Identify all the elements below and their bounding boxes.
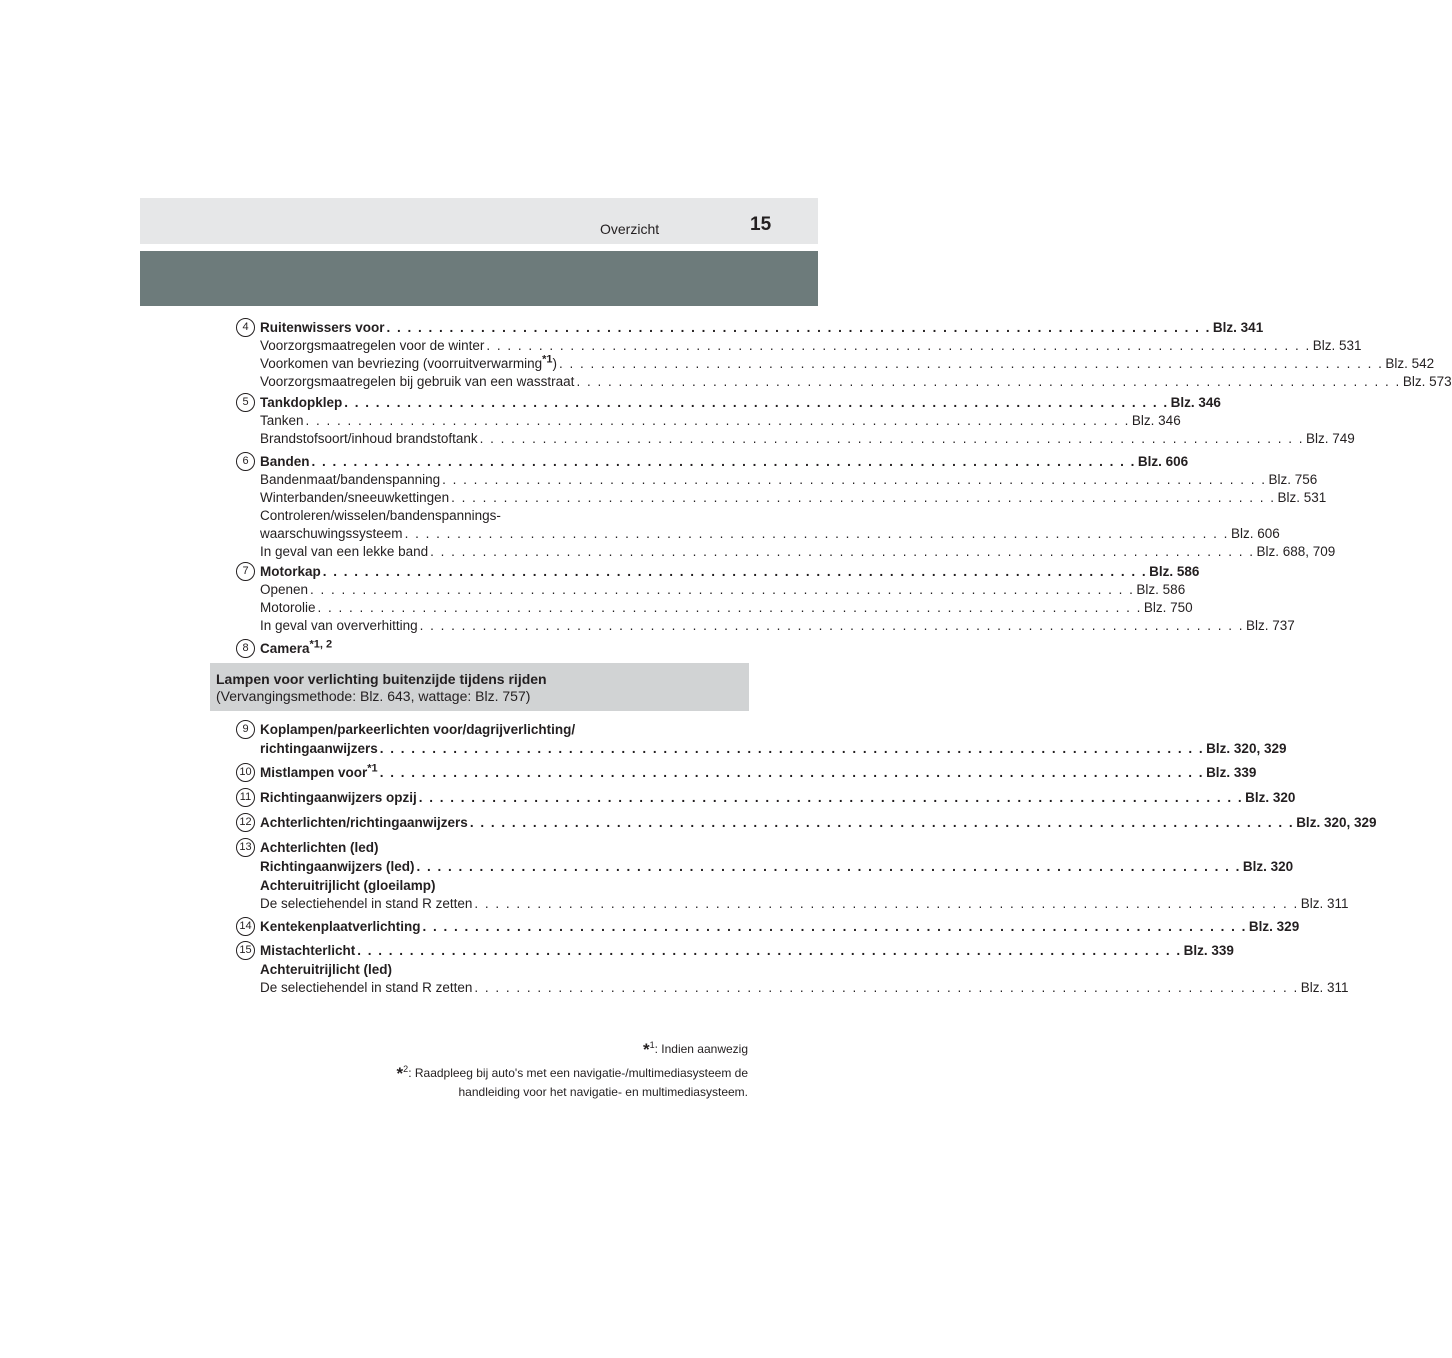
item-ruitenwissers	[242, 318, 1452, 391]
item-main-line: Ruitenwissers voor . . . . . . . . . . . . . . . . . . . . . . . . . . . . . . . . . . . . . . . . . . . . . . . . . . . . . . . . . . . . . . . . . . . . . . . . . . . . . . . Blz. 341	[260, 320, 1264, 335]
item-main-line-wrap: Achterlichten (led)	[260, 840, 379, 855]
page-reference: Blz. 346	[1131, 413, 1181, 428]
sub-line: Winterbanden/sneeuwkettingen . . . . . . . . . . . . . . . . . . . . . . . . . . . . . . . . . . . . . . . . . . . . . . . . . . . . . . . . . . . . . . . . . . . . . . . . . . . . . . . Blz. 531	[260, 490, 1327, 505]
section-subtitle: (Vervangingsmethode: Blz. 643, wattage: Blz. 757)	[216, 688, 531, 704]
page-reference: Blz. 749	[1306, 431, 1355, 446]
section-title: Lampen voor verlichting buitenzijde tijdens rijden	[216, 671, 547, 687]
leader-dots: . . . . . . . . . . . . . . . . . . . . . . . . . . . . . . . . . . . . . . . . . . . . . . . . . . . . . . . . . . . . . . . . . . . . . . . . . . . . . . .	[379, 765, 1205, 780]
item-main-line: Motorkap . . . . . . . . . . . . . . . . . . . . . . . . . . . . . . . . . . . . . . . . . . . . . . . . . . . . . . . . . . . . . . . . . . . . . . . . . . . . . . . Blz. 586	[260, 564, 1200, 579]
header-bar	[140, 251, 818, 306]
item-main-line: Tankdopklep . . . . . . . . . . . . . . . . . . . . . . . . . . . . . . . . . . . . . . . . . . . . . . . . . . . . . . . . . . . . . . . . . . . . . . . . . . . . . . . Blz. 346	[260, 395, 1221, 410]
sub-line: Tanken . . . . . . . . . . . . . . . . . . . . . . . . . . . . . . . . . . . . . . . . . . . . . . . . . . . . . . . . . . . . . . . . . . . . . . . . . . . . . . . Blz. 346	[260, 413, 1181, 428]
item-tankdopklep	[242, 393, 1355, 448]
sub-line: Voorzorgsmaatregelen voor de winter . . . . . . . . . . . . . . . . . . . . . . . . . . . . . . . . . . . . . . . . . . . . . . . . . . . . . . . . . . . . . . . . . . . . . . . . . . . . . . . Blz. 531	[260, 338, 1362, 353]
page-reference: Blz. 542	[1385, 356, 1435, 371]
item-number-badge: 6	[236, 452, 255, 471]
footnote-2: *$^2$: Raadpleeg bij auto's met een navigatie-/multimediasysteem de	[396, 1064, 748, 1083]
page-reference: Blz. 688, 709	[1256, 544, 1336, 559]
sub-line-wrap: Controleren/wisselen/bandenspannings-	[260, 508, 501, 523]
sub-line: Voorkomen van bevriezing (voorruitverwarming$^{*1}$) . . . . . . . . . . . . . . . . . . . . . . . . . . . . . . . . . . . . . . . . . . . . . . . . . . . . . . . . . . . . . . . . . . . . . . . . . . . . . . . Blz. 542	[260, 353, 1435, 371]
item-number-badge: 7	[236, 562, 255, 581]
sub-line: Brandstofsoort/inhoud brandstoftank . . . . . . . . . . . . . . . . . . . . . . . . . . . . . . . . . . . . . . . . . . . . . . . . . . . . . . . . . . . . . . . . . . . . . . . . . . . . . . . Blz. 749	[260, 431, 1355, 446]
page-reference: Blz. 320, 329	[1296, 815, 1377, 830]
page-header	[140, 198, 818, 244]
footnote-2-continued: handleiding voor het navigatie- en multimediasysteem.	[458, 1085, 748, 1099]
footnote-marker: *1	[542, 353, 553, 366]
footnote-asterisk: *	[642, 1040, 650, 1059]
sub-line: Voorzorgsmaatregelen bij gebruik van een wasstraat . . . . . . . . . . . . . . . . . . . . . . . . . . . . . . . . . . . . . . . . . . . . . . . . . . . . . . . . . . . . . . . . . . . . . . . . . . . . . . . Blz. 573	[260, 374, 1452, 389]
leader-dots: . . . . . . . . . . . . . . . . . . . . . . . . . . . . . . . . . . . . . . . . . . . . . . . . . . . . . . . . . . . . . . . . . . . . . . . . . . . . . . .	[357, 943, 1182, 958]
page-reference: Blz. 586	[1136, 582, 1186, 597]
item-main-line: Mistlampen voor$^{*1}$ . . . . . . . . . . . . . . . . . . . . . . . . . . . . . . . . . . . . . . . . . . . . . . . . . . . . . . . . . . . . . . . . . . . . . . . . . . . . . . . Blz. 339	[260, 762, 1257, 780]
sub-line: Bandenmaat/bandenspanning . . . . . . . . . . . . . . . . . . . . . . . . . . . . . . . . . . . . . . . . . . . . . . . . . . . . . . . . . . . . . . . . . . . . . . . . . . . . . . . Blz. 756	[260, 472, 1318, 487]
leader-dots: . . . . . . . . . . . . . . . . . . . . . . . . . . . . . . . . . . . . . . . . . . . . . . . . . . . . . . . . . . . . . . . . . . . . . . . . . . . . . . .	[386, 320, 1211, 335]
sub-line: Openen . . . . . . . . . . . . . . . . . . . . . . . . . . . . . . . . . . . . . . . . . . . . . . . . . . . . . . . . . . . . . . . . . . . . . . . . . . . . . . . Blz. 586	[260, 582, 1186, 597]
page-reference: Blz. 346	[1170, 395, 1221, 410]
leader-dots: . . . . . . . . . . . . . . . . . . . . . . . . . . . . . . . . . . . . . . . . . . . . . . . . . . . . . . . . . . . . . . . . . . . . . . . . . . . . . . .	[416, 859, 1241, 874]
item-number-badge: 9	[236, 720, 255, 739]
page-reference: Blz. 756	[1268, 472, 1318, 487]
page-reference: Blz. 586	[1149, 564, 1200, 579]
item-main-line: Achterlichten/richtingaanwijzers . . . . . . . . . . . . . . . . . . . . . . . . . . . . . . . . . . . . . . . . . . . . . . . . . . . . . . . . . . . . . . . . . . . . . . . . . . . . . . . Blz. 320, 329	[260, 815, 1377, 830]
page-reference: Blz. 320	[1245, 790, 1296, 805]
section-name: Overzicht	[600, 221, 660, 237]
page-reference: Blz. 320, 329	[1206, 741, 1287, 756]
section-heading-box	[210, 663, 749, 711]
sub-line: In geval van oververhitting . . . . . . . . . . . . . . . . . . . . . . . . . . . . . . . . . . . . . . . . . . . . . . . . . . . . . . . . . . . . . . . . . . . . . . . . . . . . . . . Blz. 737	[260, 618, 1295, 633]
item-number-badge: 4	[236, 318, 255, 337]
page-number: 15	[750, 214, 772, 235]
item-main-line-wrap: Koplampen/parkeerlichten voor/dagrijverlichting/	[260, 722, 576, 737]
item-number-badge: 5	[236, 393, 255, 412]
page-reference: Blz. 573	[1402, 374, 1452, 389]
leader-dots: . . . . . . . . . . . . . . . . . . . . . . . . . . . . . . . . . . . . . . . . . . . . . . . . . . . . . . . . . . . . . . . . . . . . . . . . . . . . . . .	[322, 564, 1148, 579]
leader-dots: . . . . . . . . . . . . . . . . . . . . . . . . . . . . . . . . . . . . . . . . . . . . . . . . . . . . . . . . . . . . . . . . . . . . . . . . . . . . . . .	[311, 454, 1136, 469]
item-motorkap	[242, 562, 1295, 635]
item-number-badge: 15	[236, 941, 255, 960]
leader-dots: . . . . . . . . . . . . . . . . . . . . . . . . . . . . . . . . . . . . . . . . . . . . . . . . . . . . . . . . . . . . . . . . . . . . . . . . . . . . . . .	[344, 395, 1169, 410]
item-number-badge: 13	[236, 838, 255, 857]
page-reference: Blz. 311	[1300, 896, 1349, 911]
page-reference: Blz. 339	[1206, 765, 1257, 780]
page-reference: Blz. 737	[1245, 618, 1295, 633]
item-number-badge: 8	[236, 639, 255, 658]
page-reference: Blz. 531	[1277, 490, 1327, 505]
sub-line: Motorolie . . . . . . . . . . . . . . . . . . . . . . . . . . . . . . . . . . . . . . . . . . . . . . . . . . . . . . . . . . . . . . . . . . . . . . . . . . . . . . . Blz. 750	[260, 600, 1193, 615]
footnote-marker: *1, 2	[309, 638, 333, 651]
item-mistachterlicht	[239, 941, 1349, 997]
page-reference: Blz. 311	[1300, 980, 1349, 995]
item-number-badge: 12	[236, 813, 255, 832]
page-reference: Blz. 750	[1143, 600, 1193, 615]
item-main-line: Mistachterlicht . . . . . . . . . . . . . . . . . . . . . . . . . . . . . . . . . . . . . . . . . . . . . . . . . . . . . . . . . . . . . . . . . . . . . . . . . . . . . . . Blz. 339	[260, 943, 1234, 958]
page-reference: Blz. 531	[1312, 338, 1362, 353]
item-bold-line: Achteruitrijlicht (led)	[260, 962, 393, 977]
item-banden	[242, 452, 1336, 561]
item-koplampen	[242, 720, 1287, 758]
leader-dots: . . . . . . . . . . . . . . . . . . . . . . . . . . . . . . . . . . . . . . . . . . . . . . . . . . . . . . . . . . . . . . . . . . . . . . . . . . . . . . .	[379, 741, 1205, 756]
footnote-marker: *1	[367, 762, 378, 775]
sub-line: De selectiehendel in stand R zetten . . . . . . . . . . . . . . . . . . . . . . . . . . . . . . . . . . . . . . . . . . . . . . . . . . . . . . . . . . . . . . . . . . . . . . . . . . . . . . . Blz. 311	[260, 980, 1349, 995]
item-achterlichten	[239, 813, 1377, 832]
item-main-line: Kentekenplaatverlichting . . . . . . . . . . . . . . . . . . . . . . . . . . . . . . . . . . . . . . . . . . . . . . . . . . . . . . . . . . . . . . . . . . . . . . . . . . . . . . . Blz. 329	[260, 919, 1300, 934]
item-mistlampen-voor	[239, 762, 1257, 782]
sub-line: De selectiehendel in stand R zetten . . . . . . . . . . . . . . . . . . . . . . . . . . . . . . . . . . . . . . . . . . . . . . . . . . . . . . . . . . . . . . . . . . . . . . . . . . . . . . . Blz. 311	[260, 896, 1349, 911]
page-reference: Blz. 606	[1230, 526, 1280, 541]
page-reference: Blz. 606	[1137, 454, 1189, 469]
leader-dots: . . . . . . . . . . . . . . . . . . . . . . . . . . . . . . . . . . . . . . . . . . . . . . . . . . . . . . . . . . . . . . . . . . . . . . . . . . . . . . .	[469, 815, 1295, 830]
footnote-asterisk: *	[396, 1064, 404, 1083]
item-number-badge: 10	[236, 763, 255, 782]
item-number-badge: 11	[236, 788, 255, 807]
item-main-line: Richtingaanwijzers (led) . . . . . . . . . . . . . . . . . . . . . . . . . . . . . . . . . . . . . . . . . . . . . . . . . . . . . . . . . . . . . . . . . . . . . . . . . . . . . . . Blz. 320	[260, 859, 1294, 874]
page-reference: Blz. 339	[1183, 943, 1234, 958]
item-bold-line: Achteruitrijlicht (gloeilamp)	[260, 878, 436, 893]
sub-line: waarschuwingssysteem . . . . . . . . . . . . . . . . . . . . . . . . . . . . . . . . . . . . . . . . . . . . . . . . . . . . . . . . . . . . . . . . . . . . . . . . . . . . . . . Blz. 606	[260, 526, 1280, 541]
item-main-line: Banden . . . . . . . . . . . . . . . . . . . . . . . . . . . . . . . . . . . . . . . . . . . . . . . . . . . . . . . . . . . . . . . . . . . . . . . . . . . . . . . Blz. 606	[260, 454, 1189, 469]
item-richtingaanwijzers-opzij	[239, 788, 1296, 807]
item-main-line: Richtingaanwijzers opzij . . . . . . . . . . . . . . . . . . . . . . . . . . . . . . . . . . . . . . . . . . . . . . . . . . . . . . . . . . . . . . . . . . . . . . . . . . . . . . . Blz. 320	[260, 790, 1296, 805]
page-reference: Blz. 320	[1242, 859, 1294, 874]
item-main-line: Camera$^{*1, 2}$	[260, 638, 333, 656]
footnote-1: *$^1$: Indien aanwezig	[642, 1040, 748, 1059]
item-achterlichten-led	[239, 838, 1349, 913]
item-camera	[242, 638, 722, 658]
page-reference: Blz. 341	[1212, 320, 1264, 335]
page-reference: Blz. 329	[1248, 919, 1300, 934]
sub-line: In geval van een lekke band . . . . . . . . . . . . . . . . . . . . . . . . . . . . . . . . . . . . . . . . . . . . . . . . . . . . . . . . . . . . . . . . . . . . . . . . . . . . . . . Blz. 688, 709	[260, 544, 1336, 559]
leader-dots: . . . . . . . . . . . . . . . . . . . . . . . . . . . . . . . . . . . . . . . . . . . . . . . . . . . . . . . . . . . . . . . . . . . . . . . . . . . . . . .	[422, 919, 1247, 934]
item-main-line: richtingaanwijzers . . . . . . . . . . . . . . . . . . . . . . . . . . . . . . . . . . . . . . . . . . . . . . . . . . . . . . . . . . . . . . . . . . . . . . . . . . . . . . . Blz. 320, 329	[260, 741, 1287, 756]
leader-dots: . . . . . . . . . . . . . . . . . . . . . . . . . . . . . . . . . . . . . . . . . . . . . . . . . . . . . . . . . . . . . . . . . . . . . . . . . . . . . . .	[418, 790, 1244, 805]
item-kentekenplaatverlichting	[239, 917, 1300, 936]
item-number-badge: 14	[236, 917, 255, 936]
